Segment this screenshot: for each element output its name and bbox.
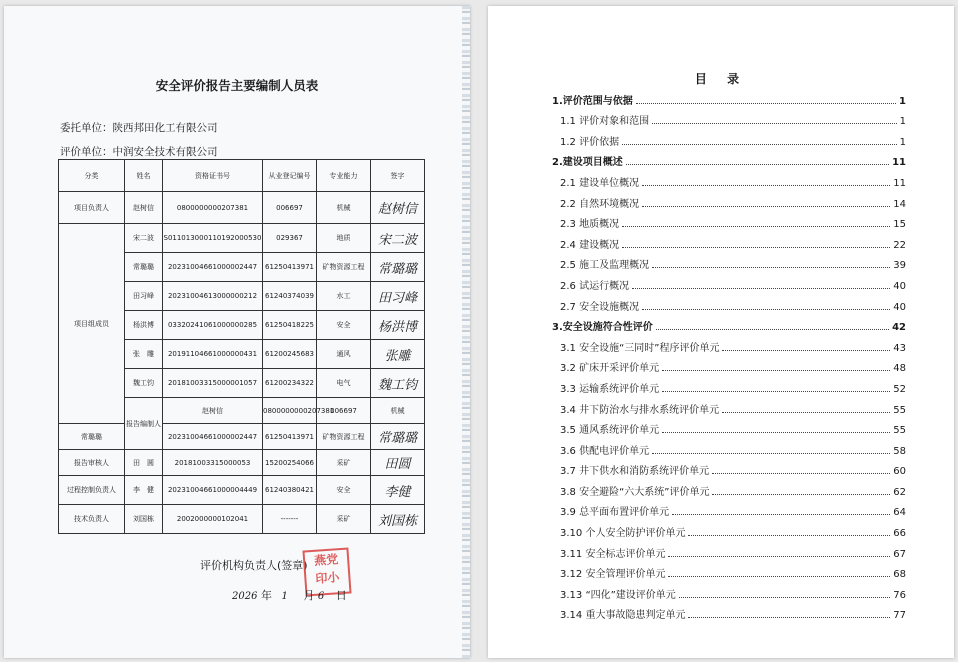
toc-page-number: 64: [893, 507, 906, 519]
cert-cell: 03320241061000000285: [163, 311, 263, 340]
toc-section-entry[interactable]: [552, 518, 906, 539]
skill-cell: 采矿: [317, 505, 371, 534]
toc-page-number: 67: [893, 548, 906, 560]
reg-cell: 006697: [263, 192, 317, 224]
skill-cell: 水工: [317, 282, 371, 311]
cert-cell: 0800000000207381: [263, 398, 317, 424]
toc-page-number: 11: [893, 177, 906, 189]
toc-section-entry[interactable]: [552, 271, 906, 292]
page-edge: [462, 6, 470, 658]
page-title: 安全评价报告主要编制人员表: [155, 78, 319, 93]
toc-leader-dots: [642, 185, 890, 186]
toc-page-number: 55: [893, 425, 906, 437]
category-cell: 报告审核人: [59, 450, 125, 476]
toc-section-entry[interactable]: [552, 498, 906, 519]
toc-section-entry[interactable]: [552, 395, 906, 416]
header-reg: 从业登记编号: [263, 160, 317, 192]
toc-leader-dots: [632, 288, 890, 289]
toc-section-entry[interactable]: [552, 107, 906, 128]
signature-cell: 李健: [371, 476, 425, 505]
toc-entry-label: 3.6 供配电评价单元: [560, 445, 650, 457]
signature-cell: 田圆: [371, 450, 425, 476]
reg-cell: 15200254066: [263, 450, 317, 476]
toc-leader-dots: [668, 556, 890, 557]
category-cell: 项目负责人: [59, 192, 125, 224]
toc-leader-dots: [688, 617, 890, 618]
reg-cell: 029367: [263, 224, 317, 253]
toc-page-number: 48: [893, 363, 906, 375]
signature-cell: 宋二波: [371, 224, 425, 253]
toc-entry-label: 3.3 运输系统评价单元: [560, 383, 660, 395]
toc-page-number: 14: [893, 198, 906, 210]
toc-leader-dots: [712, 473, 890, 474]
toc-leader-dots: [662, 432, 890, 433]
reg-cell: 61240374039: [263, 282, 317, 311]
toc-section-entry[interactable]: [552, 127, 906, 148]
reg-cell: 61200245683: [263, 340, 317, 369]
toc-page-number: 40: [893, 280, 906, 292]
header-cert: 资格证书号: [163, 160, 263, 192]
header-skill: 专业能力: [317, 160, 371, 192]
cert-cell: 0800000000207381: [163, 192, 263, 224]
toc-entry-label: 3.12 安全管理评价单元: [560, 569, 666, 581]
client-value: 陕西邦田化工有限公司: [112, 122, 218, 134]
toc-leader-dots: [668, 576, 890, 577]
skill-cell: 矿物资源工程: [317, 424, 371, 450]
toc-leader-dots: [656, 329, 889, 330]
toc-section-entry[interactable]: [552, 560, 906, 581]
name-cell: 常璐璐: [59, 424, 125, 450]
toc-leader-dots: [662, 370, 890, 371]
toc-chapter-entry[interactable]: [552, 148, 906, 169]
date-year-unit: 年: [260, 589, 272, 602]
toc-page-number: 60: [893, 466, 906, 478]
staff-list-page: [4, 6, 470, 658]
toc-page-number: 58: [893, 445, 906, 457]
toc-page-number: 43: [893, 342, 906, 354]
name-cell: 魏工钧: [125, 369, 163, 398]
name-cell: 赵树信: [125, 192, 163, 224]
category-cell: 过程控制负责人: [59, 476, 125, 505]
name-cell: 张 雕: [125, 340, 163, 369]
toc-section-entry[interactable]: [552, 457, 906, 478]
signature-cell: 魏工钧: [371, 369, 425, 398]
date-day: 6: [317, 591, 325, 602]
toc-section-entry[interactable]: [552, 189, 906, 210]
toc-leader-dots: [688, 535, 890, 536]
toc-entry-label: 3.14 重大事故隐患判定单元: [560, 610, 686, 622]
toc-section-entry[interactable]: [552, 601, 906, 622]
toc-page-number: 1: [899, 116, 906, 128]
toc-section-entry[interactable]: [552, 539, 906, 560]
toc-entry-label: 1.评价范围与依据: [552, 95, 633, 107]
date-day-unit: 日: [335, 589, 347, 602]
toc-entry-label: 2.3 地质概况: [560, 219, 620, 231]
toc-entry-label: 2.建设项目概述: [552, 157, 623, 169]
toc-leader-dots: [662, 391, 890, 392]
toc-entry-label: 1.2 评价依据: [560, 136, 620, 148]
client-unit: [60, 120, 218, 135]
reg-cell: 61250418225: [263, 311, 317, 340]
toc-entry-label: 3.安全设施符合性评价: [552, 322, 653, 334]
toc-leader-dots: [622, 226, 890, 227]
toc-title: 目 录: [694, 72, 748, 86]
toc-leader-dots: [626, 164, 889, 165]
signature-cell: 刘国栋: [371, 505, 425, 534]
category-cell: 项目组成员: [59, 224, 125, 424]
toc-leader-dots: [622, 144, 897, 145]
header-category: 分类: [59, 160, 125, 192]
skill-cell: 矿物资源工程: [317, 253, 371, 282]
toc-section-entry[interactable]: [552, 354, 906, 375]
skill-cell: 地质: [317, 224, 371, 253]
signature-cell: 杨洪博: [371, 311, 425, 340]
toc-leader-dots: [672, 514, 890, 515]
cert-cell: S011013000110192000530: [163, 224, 263, 253]
toc-page-number: 52: [893, 383, 906, 395]
toc-entry-label: 2.7 安全设施概况: [560, 301, 640, 313]
name-cell: 赵树信: [163, 398, 263, 424]
toc-page-number: 77: [893, 610, 906, 622]
toc-chapter-entry[interactable]: [552, 313, 906, 334]
staff-table: [58, 159, 425, 534]
table-row: [59, 424, 425, 450]
toc-entry-label: 1.1 评价对象和范围: [560, 116, 650, 128]
table-row: [59, 192, 425, 224]
name-cell: 田习峰: [125, 282, 163, 311]
category-cell: 报告编制人: [125, 398, 163, 450]
toc-leader-dots: [722, 350, 890, 351]
toc-section-entry[interactable]: [552, 251, 906, 272]
toc-section-entry[interactable]: [552, 333, 906, 354]
toc-leader-dots: [622, 247, 890, 248]
toc-entry-label: 3.2 矿床开采评价单元: [560, 363, 660, 375]
toc-page-number: 55: [893, 404, 906, 416]
toc-page-number: 62: [893, 486, 906, 498]
signature-cell: 田习峰: [371, 282, 425, 311]
category-cell: 技术负责人: [59, 505, 125, 534]
toc-entry-label: 3.5 通风系统评价单元: [560, 425, 660, 437]
table-of-contents-page: [488, 6, 954, 658]
toc-page-number: 1: [899, 136, 906, 148]
table-row: [59, 224, 425, 253]
cert-cell: 20231004661000004449: [163, 476, 263, 505]
reg-cell: 61200234322: [263, 369, 317, 398]
signature-cell: 张雕: [371, 340, 425, 369]
name-cell: 宋二波: [125, 224, 163, 253]
skill-cell: 机械: [317, 192, 371, 224]
toc-section-entry[interactable]: [552, 436, 906, 457]
toc-leader-dots: [636, 103, 896, 104]
name-cell: 杨洪博: [125, 311, 163, 340]
toc-section-entry[interactable]: [552, 230, 906, 251]
signature-cell: 常璐璐: [371, 424, 425, 450]
cert-cell: 20231004613000000212: [163, 282, 263, 311]
skill-cell: 电气: [317, 369, 371, 398]
skill-cell: 通风: [317, 340, 371, 369]
toc-page-number: 76: [893, 589, 906, 601]
signature-cell: 赵树信: [371, 192, 425, 224]
date-year: 2026: [232, 591, 258, 602]
reg-cell: 61250413971: [263, 424, 317, 450]
toc-leader-dots: [652, 123, 897, 124]
cert-cell: 20181003315000053: [163, 450, 263, 476]
reg-cell: 61240380421: [263, 476, 317, 505]
cert-cell: 2002000000102041: [163, 505, 263, 534]
toc-section-entry[interactable]: [552, 210, 906, 231]
toc-entry-label: 3.4 井下防治水与排水系统评价单元: [560, 404, 720, 416]
sign-date: [232, 587, 347, 603]
header-signature: 签字: [371, 160, 425, 192]
toc-section-entry[interactable]: [552, 416, 906, 437]
toc-entry-label: 3.7 井下供水和消防系统评价单元: [560, 466, 710, 478]
signature-cell: 常璐璐: [371, 253, 425, 282]
toc-page-number: 66: [893, 528, 906, 540]
date-month: 1: [281, 591, 288, 602]
toc-page-number: 39: [893, 260, 906, 272]
table-row: [59, 476, 425, 505]
evaluator-unit: [60, 144, 218, 159]
toc-page-number: 68: [893, 569, 906, 581]
cert-cell: 20231004661000002447: [163, 253, 263, 282]
toc-leader-dots: [642, 206, 890, 207]
toc-section-entry[interactable]: [552, 580, 906, 601]
toc-entry-label: 2.1 建设单位概况: [560, 177, 640, 189]
toc-entry-label: 3.10 个人安全防护评价单元: [560, 528, 686, 540]
toc-entry-label: 2.5 施工及监理概况: [560, 260, 650, 272]
toc-section-entry[interactable]: [552, 374, 906, 395]
toc-leader-dots: [652, 267, 890, 268]
toc-page-number: 11: [892, 157, 906, 169]
name-cell: 田 圆: [125, 450, 163, 476]
cert-cell: 20181003315000001057: [163, 369, 263, 398]
name-cell: 李 健: [125, 476, 163, 505]
toc-leader-dots: [652, 453, 890, 454]
toc-leader-dots: [722, 412, 890, 413]
toc-entry-label: 2.4 建设概况: [560, 239, 620, 251]
reg-cell: -------: [263, 505, 317, 534]
toc-entry-label: 3.8 安全避险“六大系统”评价单元: [560, 486, 710, 498]
toc-page-number: 22: [893, 239, 906, 251]
toc-entry-label: 3.11 安全标志评价单元: [560, 548, 666, 560]
table-row: [59, 505, 425, 534]
toc-section-entry[interactable]: [552, 168, 906, 189]
name-cell: 常璐璐: [125, 253, 163, 282]
toc-page-number: 40: [893, 301, 906, 313]
toc-leader-dots: [679, 597, 890, 598]
toc-list: [552, 86, 906, 621]
toc-page-number: 42: [892, 322, 906, 334]
toc-section-entry[interactable]: [552, 477, 906, 498]
toc-section-entry[interactable]: [552, 292, 906, 313]
toc-entry-label: 2.2 自然环境概况: [560, 198, 640, 210]
skill-cell: 安全: [317, 311, 371, 340]
toc-page-number: 15: [893, 219, 906, 231]
toc-entry-label: 2.6 试运行概况: [560, 280, 630, 292]
toc-entry-label: 3.1 安全设施“三同时”程序评价单元: [560, 342, 720, 354]
skill-cell: 安全: [317, 476, 371, 505]
cert-cell: 20231004661000002447: [163, 424, 263, 450]
red-seal-stamp: 燕党 印小: [302, 547, 351, 596]
cert-cell: 20191104661000000431: [163, 340, 263, 369]
evaluator-label: 评价单位：: [60, 146, 113, 158]
table-header-row: [59, 160, 425, 192]
table-row: [59, 450, 425, 476]
header-name: 姓名: [125, 160, 163, 192]
name-cell: 刘国栋: [125, 505, 163, 534]
toc-leader-dots: [642, 309, 890, 310]
toc-leader-dots: [712, 494, 890, 495]
skill-cell: 机械: [371, 398, 425, 424]
institution-signature-label: 评价机构负责人(签章): [200, 559, 308, 572]
toc-chapter-entry[interactable]: [552, 86, 906, 107]
skill-cell: 采矿: [317, 450, 371, 476]
evaluator-value: 中润安全技术有限公司: [112, 146, 218, 158]
client-label: 委托单位：: [60, 122, 113, 134]
reg-cell: 006697: [317, 398, 371, 424]
toc-page-number: 1: [899, 95, 906, 107]
toc-entry-label: 3.9 总平面布置评价单元: [560, 507, 670, 519]
toc-entry-label: 3.13 “四化”建设评价单元: [560, 589, 676, 601]
date-month-unit: 月: [303, 589, 315, 602]
reg-cell: 61250413971: [263, 253, 317, 282]
